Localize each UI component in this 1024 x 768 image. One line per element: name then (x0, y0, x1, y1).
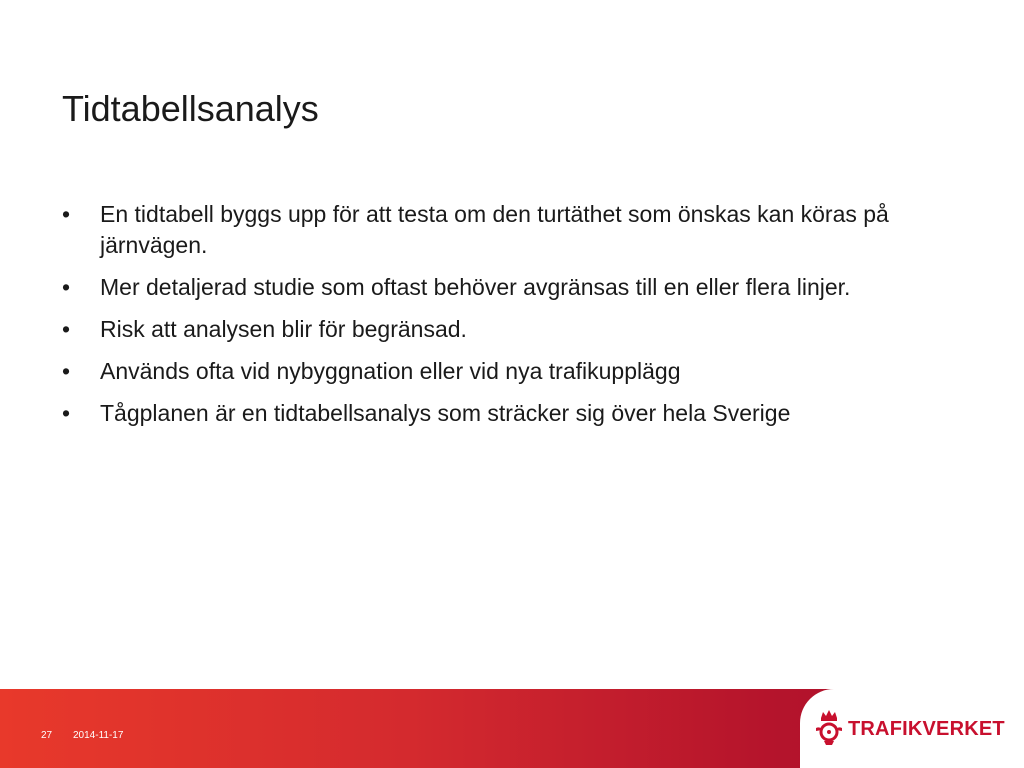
bullet-item (62, 272, 962, 303)
logo-text: TRAFIKVERKET (848, 718, 1005, 740)
bullet-marker: • (62, 400, 71, 426)
page-number: 27 (41, 730, 53, 741)
bullet-text: Mer detaljerad studie som oftast behöver avgränsas till en eller flera linjer. (100, 274, 851, 300)
logo (800, 689, 1024, 768)
bullet-text: Används ofta vid nybyggnation eller vid nya trafikupplägg (100, 358, 681, 384)
slide-title: Tidtabellsanalys (62, 88, 319, 129)
bullet-marker: • (62, 274, 71, 300)
bullet-item (62, 356, 962, 387)
bullet-text: En tidtabell byggs upp för att testa om den turtäthet som önskas kan köras på järnvägen. (100, 201, 889, 258)
bullet-marker: • (62, 358, 71, 384)
bullet-text: Tågplanen är en tidtabellsanalys som sträcker sig över hela Sverige (100, 400, 791, 426)
bullet-item (62, 314, 962, 345)
footer-date: 2014-11-17 (73, 730, 124, 741)
bullet-text: Risk att analysen blir för begränsad. (100, 316, 467, 342)
bullet-item (62, 199, 962, 261)
bullet-marker: • (62, 316, 71, 342)
crown-emblem-icon (814, 707, 844, 747)
bullet-item (62, 398, 962, 429)
bullet-list (62, 199, 962, 440)
bullet-marker: • (62, 201, 71, 227)
